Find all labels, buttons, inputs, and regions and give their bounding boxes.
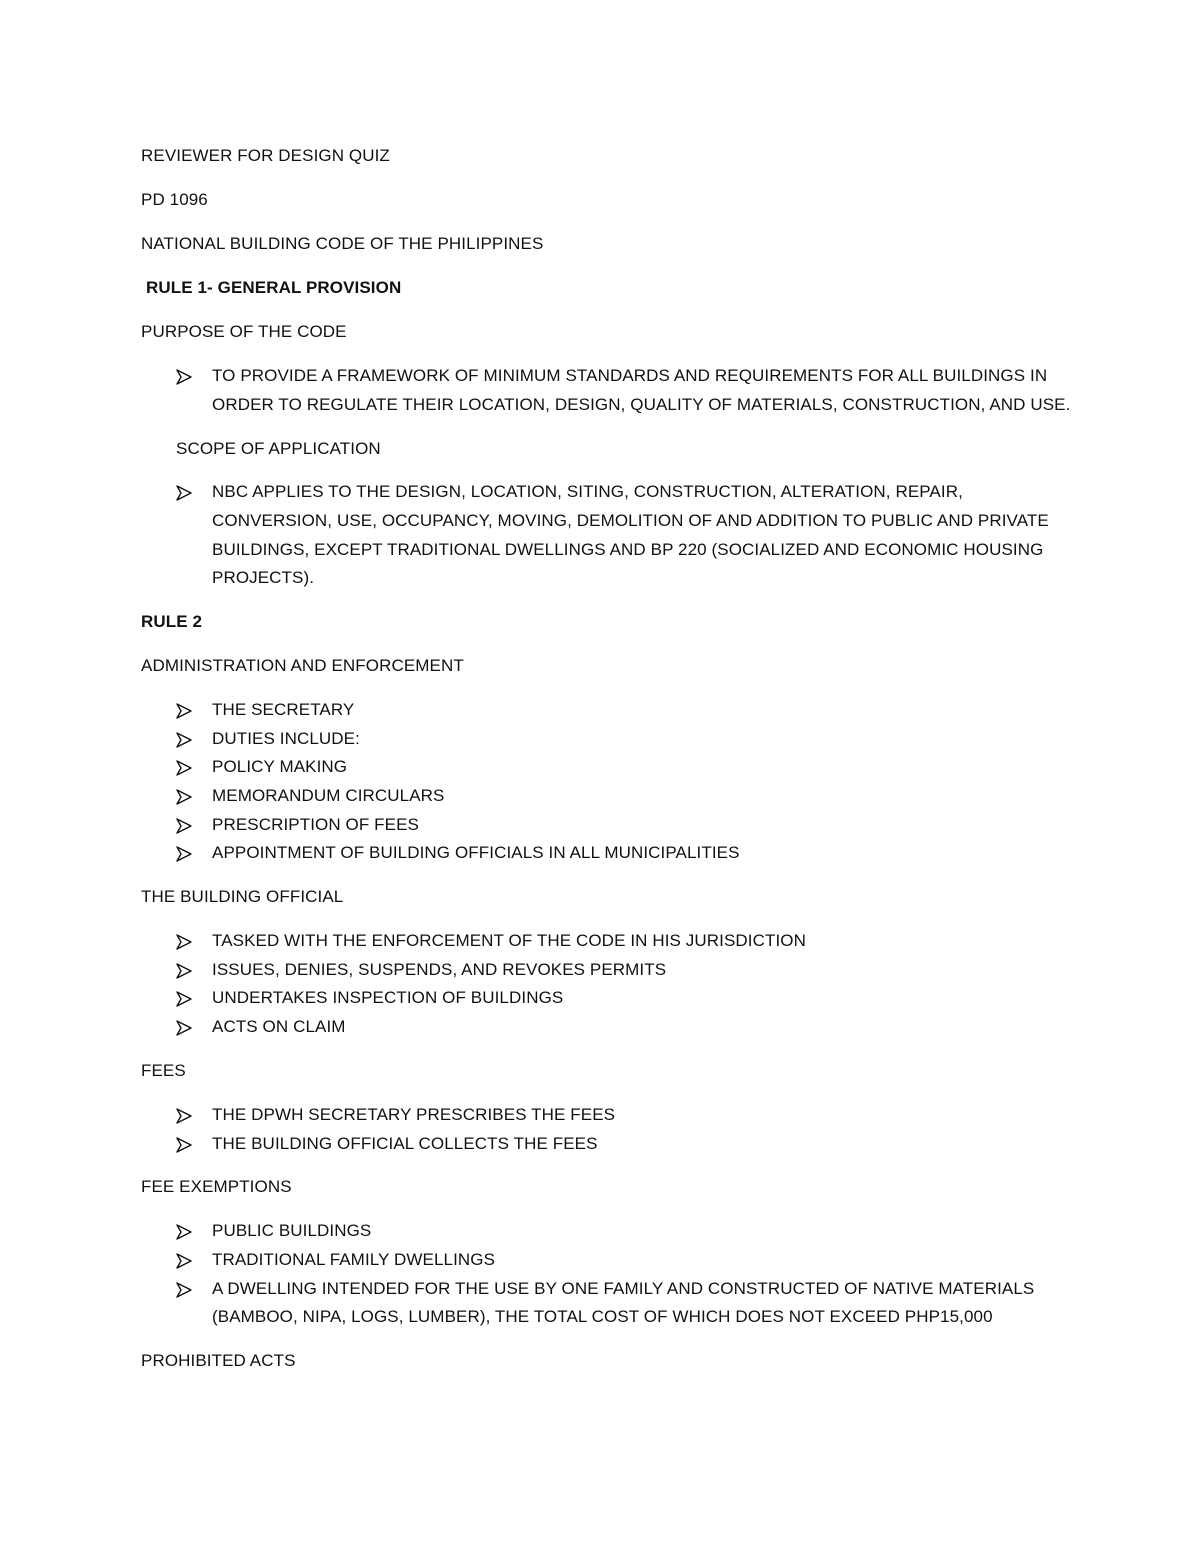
purpose-list — [141, 362, 1071, 419]
list-item — [141, 1101, 1071, 1130]
list-item — [141, 1246, 1071, 1275]
list-item — [141, 753, 1071, 782]
arrowhead-bullet-icon — [176, 818, 192, 834]
arrowhead-bullet-icon — [176, 732, 192, 748]
list-item — [141, 1013, 1071, 1042]
code-name: NATIONAL BUILDING CODE OF THE PHILIPPINES — [141, 233, 544, 253]
scope-list — [141, 478, 1071, 592]
list-item-text: ACTS ON CLAIM — [212, 1016, 346, 1036]
arrowhead-bullet-icon — [176, 485, 192, 501]
arrowhead-bullet-icon — [176, 991, 192, 1007]
list-item — [141, 984, 1071, 1013]
arrowhead-bullet-icon — [176, 789, 192, 805]
rule1-heading: RULE 1- GENERAL PROVISION — [146, 277, 402, 297]
list-item — [141, 782, 1071, 811]
arrowhead-bullet-icon — [176, 1282, 192, 1298]
scope-heading: SCOPE OF APPLICATION — [176, 438, 381, 458]
exemptions-list — [141, 1217, 1071, 1331]
fees-list — [141, 1101, 1071, 1158]
list-item-text: A DWELLING INTENDED FOR THE USE BY ONE FAMILY AND CONSTRUCTED OF NATIVE MATERIALS (BAMBOO, NIPA, LOGS, LUMBER), THE TOTAL COST OF WHICH DOES NOT EXCEED PHP15,000 — [212, 1278, 1035, 1327]
list-item — [141, 811, 1071, 840]
rule2-heading: RULE 2 — [141, 612, 203, 632]
arrowhead-bullet-icon — [176, 1224, 192, 1240]
decree-number: PD 1096 — [141, 189, 208, 209]
arrowhead-bullet-icon — [176, 963, 192, 979]
admin-heading: ADMINISTRATION AND ENFORCEMENT — [141, 656, 464, 676]
list-item-text: DUTIES INCLUDE: — [212, 728, 360, 748]
list-item-text: THE SECRETARY — [212, 700, 355, 720]
document-body — [141, 142, 1071, 1376]
list-item-text: TASKED WITH THE ENFORCEMENT OF THE CODE IN HIS JURISDICTION — [212, 931, 807, 951]
list-item-text: THE DPWH SECRETARY PRESCRIBES THE FEES — [212, 1104, 616, 1124]
document-title: REVIEWER FOR DESIGN QUIZ — [141, 146, 390, 165]
list-item-text: APPOINTMENT OF BUILDING OFFICIALS IN ALL MUNICIPALITIES — [212, 843, 740, 863]
list-item — [141, 478, 1071, 592]
list-item-text: PUBLIC BUILDINGS — [212, 1221, 372, 1241]
list-item — [141, 839, 1071, 868]
list-item — [141, 1217, 1071, 1246]
arrowhead-bullet-icon — [176, 934, 192, 950]
arrowhead-bullet-icon — [176, 1108, 192, 1124]
list-item-text: UNDERTAKES INSPECTION OF BUILDINGS — [212, 988, 564, 1008]
fees-heading: FEES — [141, 1060, 186, 1080]
list-item — [141, 362, 1071, 419]
list-item-text: ISSUES, DENIES, SUSPENDS, AND REVOKES PERMITS — [212, 959, 667, 979]
official-list — [141, 927, 1071, 1041]
list-item — [141, 1130, 1071, 1159]
arrowhead-bullet-icon — [176, 1253, 192, 1269]
list-item-text: PRESCRIPTION OF FEES — [212, 814, 419, 834]
official-heading: THE BUILDING OFFICIAL — [141, 887, 344, 907]
list-item-text: TO PROVIDE A FRAMEWORK OF MINIMUM STANDARDS AND REQUIREMENTS FOR ALL BUILDINGS IN ORDER TO REGULATE THEIR LOCATION, DESIGN, QUALITY OF MATERIALS, CONSTRUCTION, AND USE. — [212, 365, 1071, 414]
list-item — [141, 927, 1071, 956]
exemptions-heading: FEE EXEMPTIONS — [141, 1177, 292, 1197]
arrowhead-bullet-icon — [176, 1020, 192, 1036]
list-item — [141, 696, 1071, 725]
purpose-heading: PURPOSE OF THE CODE — [141, 321, 347, 341]
list-item-text: POLICY MAKING — [212, 757, 348, 777]
list-item-text: MEMORANDUM CIRCULARS — [212, 786, 445, 805]
prohibited-heading: PROHIBITED ACTS — [141, 1351, 296, 1371]
arrowhead-bullet-icon — [176, 703, 192, 719]
list-item — [141, 1275, 1071, 1332]
list-item-text: NBC APPLIES TO THE DESIGN, LOCATION, SITING, CONSTRUCTION, ALTERATION, REPAIR, CONVERSION, USE, OCCUPANCY, MOVING, DEMOLITION OF AND ADDITION TO PUBLIC AND PRIVATE BUILDINGS, EXCEPT TRADITIONAL DWELLINGS AND BP 220 (SOCIALIZED AND ECONOMIC HOUSING PROJECTS). — [212, 482, 1049, 588]
admin-list — [141, 696, 1071, 868]
list-item-text: THE BUILDING OFFICIAL COLLECTS THE FEES — [212, 1133, 598, 1153]
arrowhead-bullet-icon — [176, 1137, 192, 1153]
arrowhead-bullet-icon — [176, 846, 192, 862]
arrowhead-bullet-icon — [176, 369, 192, 385]
list-item — [141, 956, 1071, 985]
list-item-text: TRADITIONAL FAMILY DWELLINGS — [212, 1250, 496, 1270]
list-item — [141, 725, 1071, 754]
arrowhead-bullet-icon — [176, 760, 192, 776]
